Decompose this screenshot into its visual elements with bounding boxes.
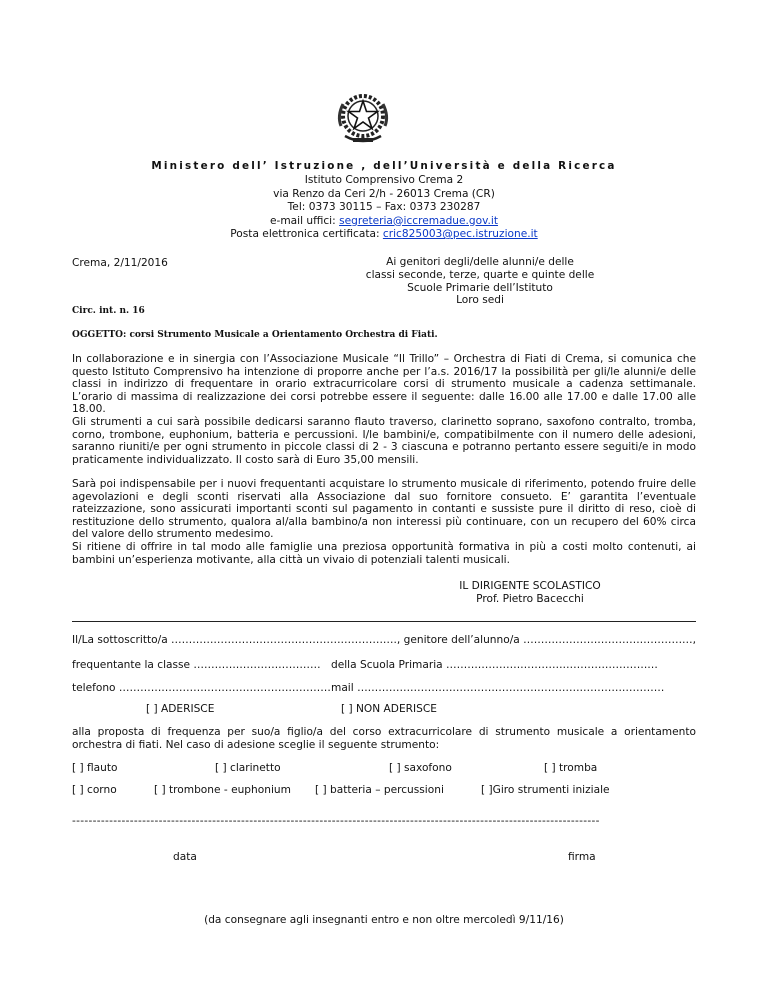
email-line: [0, 215, 768, 228]
adherence-no-checkbox[interactable]: [ ] NON ADERISCE: [341, 703, 437, 715]
instrument-corno-checkbox[interactable]: [ ] corno: [72, 784, 117, 796]
email-link[interactable]: segreteria@iccremadue.gov.it: [339, 214, 499, 227]
signature-name: Prof. Pietro Bacecchi: [476, 592, 584, 605]
email-label: e-mail uffici:: [269, 214, 340, 227]
recipient-line: classi seconde, terze, quarte e quinte delle: [365, 268, 595, 281]
phone-field[interactable]: telefono ……………………………………………………: [72, 682, 331, 694]
school-address: via Renzo da Ceri 2/h - 26013 Crema (CR): [273, 187, 495, 200]
recipient-line: Ai genitori degli/delle alunni/e delle: [386, 256, 574, 268]
date-place: Crema, 2/11/2016: [72, 257, 168, 269]
school-name: Istituto Comprensivo Crema 2: [304, 174, 464, 187]
instrument-clarinetto-checkbox[interactable]: [ ] clarinetto: [215, 762, 281, 774]
recipient-line: Scuole Primarie dell’Istituto: [407, 281, 553, 294]
ministry-title: Ministero dell’ Istruzione , dell’Università e della Ricerca: [151, 160, 617, 172]
letterhead: [0, 160, 768, 241]
recipient-line: Loro sedi: [456, 294, 504, 307]
republic-emblem-icon: [331, 86, 395, 150]
adherence-yes-checkbox[interactable]: [ ] ADERISCE: [146, 703, 215, 715]
school-field[interactable]: della Scuola Primaria ……………………………………………………: [331, 659, 658, 671]
proposal-text: alla proposta di frequenza per suo/a figlio/a del corso extracurricolare di strumento musicale a orientamento orchestra di fiati. Nel caso di adesione sceglie il seguente strumento:: [72, 726, 696, 751]
pec-link[interactable]: cric825003@pec.istruzione.it: [382, 228, 538, 241]
date-label: data: [173, 851, 197, 863]
school-phone: Tel: 0373 30115 – Fax: 0373 230287: [287, 201, 481, 214]
instrument-trombone-checkbox[interactable]: [ ] trombone - euphonium: [154, 784, 291, 796]
body-paragraph: Si ritiene di offrire in tal modo alle famiglie una preziosa opportunità formativa in più a costi molto contenuti, ai bambini un’esperienza motivante, alla città un vivaio di potenziali talenti musicali.: [72, 541, 696, 566]
pec-label: Posta elettronica certificata:: [230, 228, 383, 241]
instrument-saxofono-checkbox[interactable]: [ ] saxofono: [389, 762, 452, 774]
body-paragraph: In collaborazione e in sinergia con l’Associazione Musicale “Il Trillo” – Orchestra di Fiati di Crema, si comunica che questo Istituto Comprensivo ha intenzione di proporre anche per l’a.s. 2016/17 la possibilità per gli/le alunni/e delle classi in indirizzo di frequentare in orario extracurricolare corsi di strumento musicale a cadenza settimanale. L’orario di massima di realizzazione dei corsi potrebbe essere il seguente: dalle 16.00 alle 17.00 e dalle 17.00 alle 18.00.: [72, 353, 696, 416]
signature-block: [380, 580, 680, 606]
footer-note: (da consegnare agli insegnanti entro e non oltre mercoledì 9/11/16): [204, 914, 564, 926]
instrument-batteria-checkbox[interactable]: [ ] batteria – percussioni: [315, 784, 444, 796]
signature-role: IL DIRIGENTE SCOLASTICO: [459, 580, 601, 592]
instrument-flauto-checkbox[interactable]: [ ] flauto: [72, 762, 118, 774]
parent-name-field[interactable]: Il/La sottoscritto/a ………………………………………………………., genitore dell’alunno/a …………………………………………,: [72, 634, 697, 646]
sign-label: firma: [568, 851, 596, 863]
pec-line: [0, 228, 768, 241]
class-field[interactable]: frequentante la classe ………………………………: [72, 659, 321, 671]
circular-number: Circ. int. n. 16: [72, 306, 145, 316]
body-paragraph: Gli strumenti a cui sarà possibile dedicarsi saranno flauto traverso, clarinetto soprano, saxofono contralto, tromba, corno, trombone, euphonium, batteria e percussioni. I/le bambini/e, compatibilmente con il numero delle adesioni, saranno riuniti/e per ogni strumento in piccole classi di 2 - 3 ciascuna e potranno pertanto essere seguiti/e in modo praticamente individualizzato. Il costo sarà di Euro 35,00 mensili.: [72, 416, 696, 466]
instrument-giro-checkbox[interactable]: [ ]Giro strumenti iniziale: [481, 784, 610, 796]
recipients: [300, 256, 660, 307]
instrument-tromba-checkbox[interactable]: [ ] tromba: [544, 762, 598, 774]
subject-line: OGGETTO: corsi Strumento Musicale a Orientamento Orchestra di Fiati.: [72, 330, 438, 340]
cut-line: --------------------------------------------------------------------------------------------------------------------------------: [72, 815, 600, 827]
mail-field[interactable]: mail ……………………………………………………………………………: [331, 682, 665, 694]
divider: [72, 621, 696, 622]
body-paragraph: Sarà poi indispensabile per i nuovi frequentanti acquistare lo strumento musicale di riferimento, potendo fruire delle agevolazioni e degli sconti riservati alla Associazione dal suo fornitore consueto. E’ garantita l’eventuale rateizzazione, sono assicurati importanti sconti sul pagamento in contanti e sussiste pure il diritto di reso, cioè di restituzione dello strumento, qualora al/alla bambino/a non interessi più continuare, con un recupero del 60% circa del valore dello strumento medesimo.: [72, 478, 696, 541]
